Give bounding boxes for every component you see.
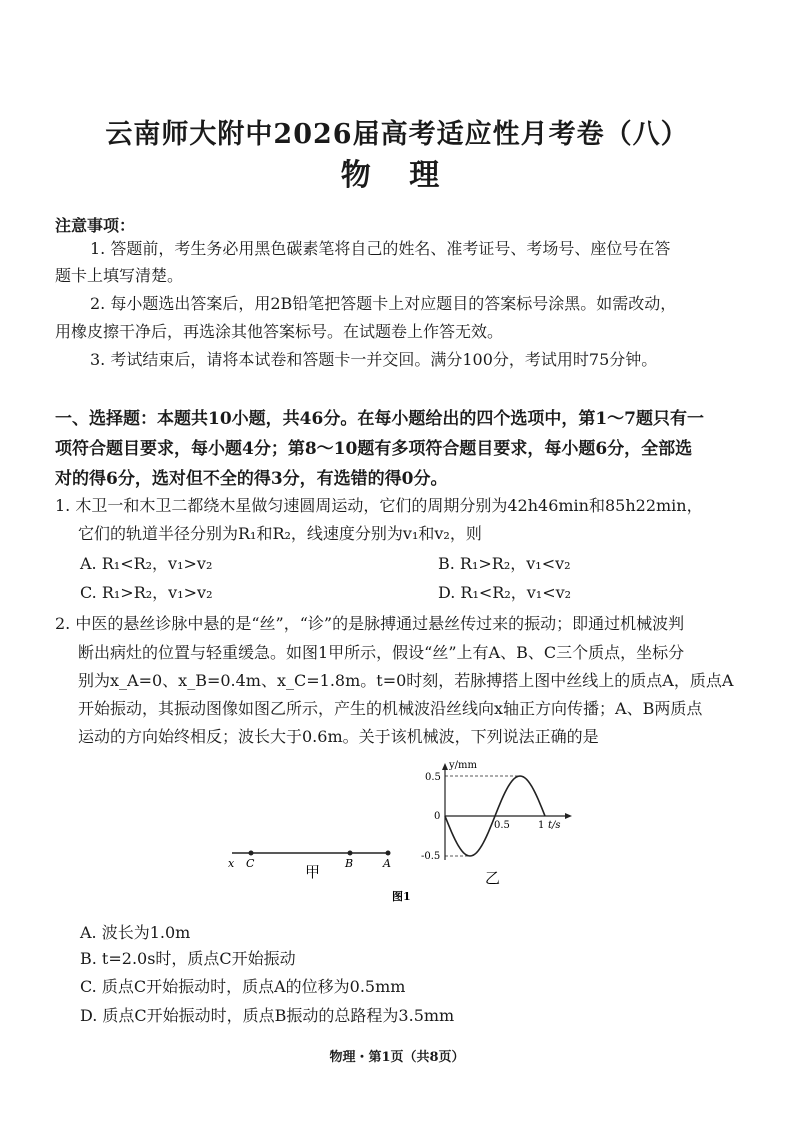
point-b-dot — [348, 851, 353, 856]
question-2-stem: 断出病灶的位置与轻重缓急。如图1甲所示，假设“丝”上有A、B、C三个质点，坐标分 — [78, 643, 685, 662]
q2-option-a: A. 波长为1.0m — [80, 923, 191, 942]
note-line: 2. 每小题选出答案后，用2B铅笔把答题卡上对应题目的答案标号涂黑。如需改动， — [90, 294, 677, 313]
x-tick-label: 1 — [538, 820, 545, 831]
question-2-stem: 2. 中医的悬丝诊脉中悬的是“丝”，“诊”的是脉搏通过悬丝传过来的振动；即通过机械波判 — [55, 614, 685, 633]
question-1-stem: 它们的轨道半径分别为R₁和R₂，线速度分别为v₁和v₂，则 — [78, 524, 482, 543]
section-heading-line: 对的得6分，选对但不全的得3分，有选错的得0分。 — [55, 469, 448, 489]
note-line: 1. 答题前，考生务必用黑色碳素笔将自己的姓名、准考证号、考场号、座位号在答 — [90, 239, 671, 258]
figure-1 — [220, 755, 580, 905]
exam-title: 云南师大附中2026届高考适应性月考卷（八） — [105, 119, 689, 150]
point-b-label: B — [345, 857, 354, 870]
figure-yi-label: 乙 — [485, 869, 501, 887]
note-line: 3. 考试结束后，请将本试卷和答题卡一并交回。满分100分，考试用时75分钟。 — [90, 350, 658, 369]
question-2-stem: 别为x_A=0、x_B=0.4m、x_C=1.8m。t=0时刻，若脉搏搭上图中丝线上的质点A，质点A — [78, 671, 734, 690]
section-heading-line: 一、选择题：本题共10小题，共46分。在每小题给出的四个选项中，第1～7题只有一 — [55, 409, 704, 429]
point-c-label: C — [246, 857, 255, 870]
y-tick-label: -0.5 — [421, 851, 441, 862]
question-2-stem: 运动的方向始终相反；波长大于0.6m。关于该机械波，下列说法正确的是 — [78, 727, 599, 746]
point-c-dot — [249, 851, 254, 856]
notes-heading: 注意事项： — [55, 216, 136, 235]
point-x-label: x — [228, 857, 235, 870]
question-2-stem: 开始振动，其振动图像如图乙所示，产生的机械波沿丝线向x轴正方向传播；A、B两质点 — [78, 699, 703, 718]
q2-option-c: C. 质点C开始振动时，质点A的位移为0.5mm — [80, 977, 406, 996]
q1-option-d: D. R₁<R₂，v₁<v₂ — [438, 583, 572, 602]
figure-jia-label: 甲 — [305, 863, 321, 881]
figure-caption: 图1 — [392, 890, 411, 903]
note-line: 用橡皮擦干净后，再选涂其他答案标号。在试题卷上作答无效。 — [55, 322, 504, 341]
vibration-graph — [421, 760, 572, 862]
x-tick-label: 0.5 — [494, 820, 510, 831]
point-a-label: A — [383, 857, 391, 870]
y-axis-label: y/mm — [449, 760, 477, 771]
q2-option-d: D. 质点C开始振动时，质点B振动的总路程为3.5mm — [80, 1006, 455, 1025]
q1-option-c: C. R₁>R₂，v₁>v₂ — [80, 583, 213, 602]
point-a-dot — [386, 851, 391, 856]
q1-option-a: A. R₁<R₂，v₁>v₂ — [80, 554, 213, 573]
y-tick-label: 0.5 — [425, 772, 441, 783]
subject-title: 物 理 — [340, 158, 454, 193]
note-line: 题卡上填写清楚。 — [55, 266, 184, 285]
page-footer: 物理・第1页（共8页） — [329, 1050, 465, 1065]
section-heading-line: 项符合题目要求，每小题4分；第8～10题有多项符合题目要求，每小题6分，全部选 — [55, 439, 693, 459]
x-axis-label: t/s — [548, 820, 561, 831]
question-1-stem: 1. 木卫一和木卫二都绕木星做匀速圆周运动，它们的周期分别为42h46min和85h22min， — [55, 496, 703, 515]
y-axis-arrow — [442, 763, 448, 770]
y-tick-label: 0 — [434, 811, 441, 822]
x-axis-arrow — [565, 813, 572, 819]
q1-option-b: B. R₁>R₂，v₁<v₂ — [438, 554, 571, 573]
q2-option-b: B. t=2.0s时，质点C开始振动 — [80, 949, 296, 968]
